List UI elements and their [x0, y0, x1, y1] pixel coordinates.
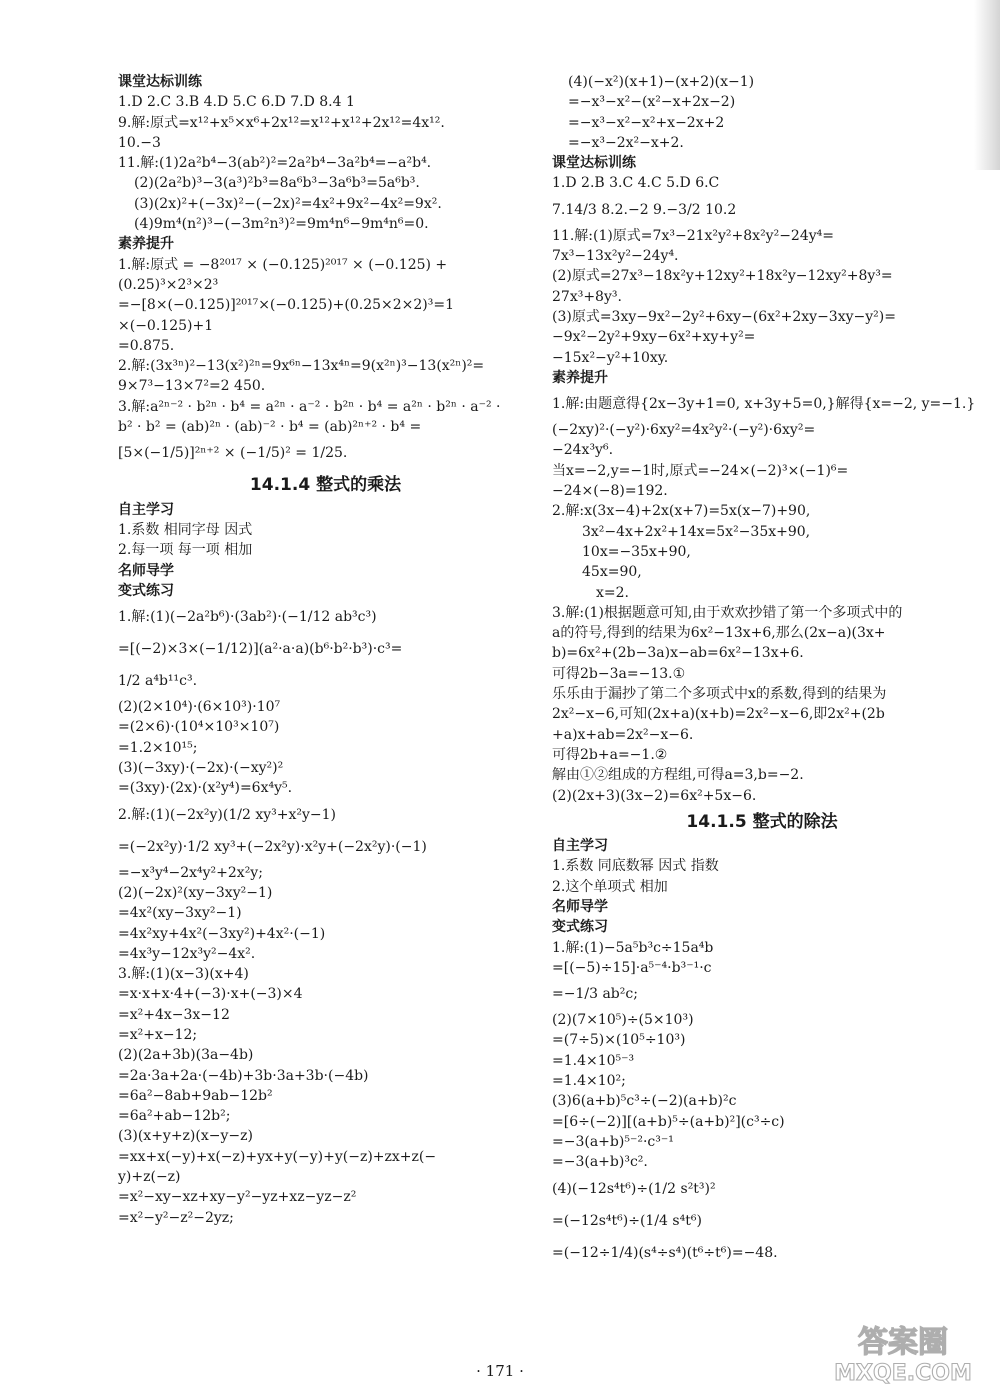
answer-line: =−3(a+b)⁵⁻²·c³⁻¹ — [552, 1133, 674, 1150]
answer-line: =x·x+x·4+(−3)·x+(−3)×4 — [118, 986, 303, 1003]
answer-line: =−3(a+b)³c². — [552, 1154, 648, 1171]
answer-line: 乐乐由于漏抄了第二个多项式中x的系数,得到的结果为 — [552, 686, 887, 703]
answer-line: =6a²−8ab+9ab−12b² — [118, 1087, 273, 1104]
answer-line: 45x=90, — [582, 564, 642, 581]
answer-line: =1.4×10⁵⁻³ — [552, 1052, 635, 1069]
section-heading: 变式练习 — [118, 582, 174, 599]
right-column — [552, 72, 976, 1269]
answer-line: −24×(−8)=192. — [552, 483, 668, 500]
answer-line: 1.解:由题意得{2x−3y+1=0, x+3y+5=0,}解得{x=−2, y=−1.} — [552, 396, 976, 413]
answer-line: −15x²−y²+10xy. — [552, 349, 669, 366]
answer-line: 1.解:(1)−5a⁵b³c÷15a⁴b — [552, 939, 714, 956]
answer-line: 27x³+8y³. — [552, 288, 622, 305]
answer-line: =(2×6)·(10⁴×10³×10⁷) — [118, 719, 280, 736]
section-heading: 素养提升 — [552, 369, 608, 386]
page-number: · 171 · — [476, 1362, 524, 1380]
answer-line: =1.4×10²; — [552, 1073, 626, 1090]
section-heading: 名师导学 — [118, 562, 174, 579]
answer-line: =x²−xy−xz+xy−y²−yz+xz−yz−z² — [118, 1189, 357, 1206]
answer-line: (2)(2a+3b)(3a−4b) — [118, 1047, 254, 1064]
answer-line: 3x²−4x+2x²+14x=5x²−35x+90, — [582, 523, 811, 540]
answer-line: 2.这个单项式 相加 — [552, 878, 668, 895]
watermark-url: MXQE.COM — [834, 1361, 972, 1386]
answer-line: =(−12s⁴t⁶)÷(1/4 s⁴t⁶) — [552, 1212, 702, 1229]
answer-line: 10.−3 — [118, 134, 161, 151]
answer-line: ×(−0.125)+1 — [118, 317, 214, 334]
answer-line: b² · b² = (ab)²ⁿ · (ab)⁻² · b⁴ = (ab)²ⁿ⁺² · b⁴ = — [118, 419, 422, 436]
section-heading: 课堂达标训练 — [118, 74, 202, 90]
section-heading: 自主学习 — [552, 838, 608, 855]
answer-line: =x²+4x−3x−12 — [118, 1006, 230, 1023]
answer-line: 1.D 2.C 3.B 4.D 5.C 6.D 7.D 8.4 1 — [118, 94, 355, 111]
answer-line: 11.解:(1)2a²b⁴−3(ab²)²=2a²b⁴−3a²b⁴=−a²b⁴. — [118, 155, 432, 172]
answer-line: =x²−y²−z²−2yz; — [118, 1209, 234, 1226]
answer-line: 3.解:(1)(x−3)(x+4) — [118, 966, 249, 983]
answer-line: 1/2 a⁴b¹¹c³. — [118, 673, 198, 690]
answer-line: 1.系数 同底数幂 因式 指数 — [552, 858, 719, 875]
answer-line: =(3xy)·(2x)·(x²y⁴)=6x⁴y⁵. — [118, 780, 293, 797]
answer-line: y)+z(−z) — [118, 1169, 181, 1186]
answer-line: (4)(−12s⁴t⁶)÷(1/2 s²t³)² — [552, 1180, 716, 1197]
answer-line: 当x=−2,y=−1时,原式=−24×(−2)³×(−1)⁶= — [552, 462, 849, 479]
answer-line: 3.解:(1)根据题意可知,由于欢欢抄错了第一个多项式中的 — [552, 604, 903, 621]
answer-line: 可得2b−3a=−13.① — [552, 665, 686, 682]
answer-line: (2)(7×10⁵)÷(5×10³) — [552, 1012, 694, 1029]
answer-line: =4x³y−12x³y²−4x². — [118, 945, 256, 962]
answer-line: =−x³−x²−x²+x−2x+2 — [568, 114, 725, 131]
answer-line: =2a·3a+2a·(−4b)+3b·3a+3b·(−4b) — [118, 1067, 369, 1084]
answer-line: 可得2b+a=−1.② — [552, 746, 668, 763]
answer-line: (3)(2x)²+(−3x)²−(−2x)²=4x²+9x²−4x²=9x². — [134, 195, 442, 212]
answer-line: (3)(−3xy)·(−2x)·(−xy²)² — [118, 760, 284, 777]
answer-line: =x²+x−12; — [118, 1026, 198, 1043]
answer-line: (2)(2a²b)³−3(a³)²b³=8a⁶b³−3a⁶b³=5a⁶b³. — [134, 175, 420, 192]
answer-line: (2)(2x+3)(3x−2)=6x²+5x−6. — [552, 787, 757, 804]
answer-line: 解由①②组成的方程组,可得a=3,b=−2. — [552, 767, 804, 784]
answer-line: −9x²−2y²+9xy−6x²+xy+y²= — [552, 329, 756, 346]
answer-line: 1.系数 相同字母 因式 — [118, 521, 253, 538]
answer-line: +a)x+ab=2x²−x−6. — [552, 726, 694, 743]
chapter-title: 14.1.5 整式的除法 — [686, 811, 838, 832]
answer-line: 1.D 2.B 3.C 4.C 5.D 6.C — [552, 175, 720, 192]
answer-line: =4x²(xy−3xy²−1) — [118, 905, 242, 922]
answer-line: =−[8×(−0.125)]²⁰¹⁷×(−0.125)+(0.25×2×2)³=1 — [118, 297, 455, 314]
answer-line: 7.14/3 8.2.−2 9.−3/2 10.2 — [552, 201, 737, 218]
answer-line: x=2. — [596, 584, 629, 601]
answer-line: [5×(−1/5)]²ⁿ⁺² × (−1/5)² = 1/25. — [118, 445, 348, 462]
answer-line: (2)(2×10⁴)·(6×10³)·10⁷ — [118, 699, 281, 716]
answer-line: =(−12÷1/4)(s⁴÷s⁴)(t⁶÷t⁶)=−48. — [552, 1244, 778, 1261]
answer-line: =xx+x(−y)+x(−z)+yx+y(−y)+y(−z)+zx+z(− — [118, 1148, 437, 1165]
answer-line: a的符号,得到的结果为6x²−13x+6,那么(2x−a)(3x+ — [552, 625, 886, 642]
answer-line: 3.解:a²ⁿ⁻² · b²ⁿ · b⁴ = a²ⁿ · a⁻² · b²ⁿ · b⁴ = a²ⁿ · b²ⁿ · a⁻² · — [118, 398, 501, 415]
answer-line: 11.解:(1)原式=7x³−21x²y²+8x²y²−24y⁴= — [552, 227, 834, 244]
answer-line: (2)原式=27x³−18x²y+12xy²+18x²y−12xy²+8y³= — [552, 268, 893, 285]
answer-line: 7x³−13x²y²−24y⁴. — [552, 248, 679, 265]
section-heading: 变式练习 — [552, 919, 608, 936]
answer-line: =−x³−2x²−x+2. — [568, 134, 684, 151]
answer-line: (3)6(a+b)⁵c³÷(−2)(a+b)²c — [552, 1093, 737, 1110]
answer-line: =(−2x²y)·1/2 xy³+(−2x²y)·x²y+(−2x²y)·(−1) — [118, 838, 427, 855]
answer-line: (2)(−2x)²(xy−3xy²−1) — [118, 884, 273, 901]
answer-line: b)=6x²+(2b−3a)x−ab=6x²−13x+6. — [552, 645, 804, 662]
answer-line: =1.2×10¹⁵; — [118, 739, 198, 756]
answer-line: =(7÷5)×(10⁵÷10³) — [552, 1032, 686, 1049]
answer-line: (3)原式=3xy−9x²−2y²+6xy−(6x²+2xy−3xy−y²)= — [552, 308, 896, 325]
answer-line: =[(−5)÷15]·a⁵⁻⁴·b³⁻¹·c — [552, 959, 712, 976]
answer-line: =[6÷(−2)][(a+b)⁵÷(a+b)²](c³÷c) — [552, 1113, 785, 1130]
section-heading: 名师导学 — [552, 898, 608, 915]
answer-line: 2x²−x−6,可知(2x+a)(x+b)=2x²−x−6,即2x²+(2b — [552, 706, 885, 723]
answer-line: 1.解:(1)(−2a²b⁶)·(3ab²)·(−1/12 ab³c³) — [118, 609, 377, 626]
answer-line: =4x²xy+4x²(−3xy²)+4x²·(−1) — [118, 925, 326, 942]
section-heading: 素养提升 — [118, 236, 174, 253]
answer-line: (0.25)³×2³×2³ — [118, 276, 219, 293]
answer-line: 2.解:x(3x−4)+2x(x+7)=5x(x−7)+90, — [552, 503, 811, 520]
section-heading: 课堂达标训练 — [552, 155, 636, 172]
answer-line: =−x³y⁴−2x⁴y²+2x²y; — [118, 864, 263, 881]
watermark-logo — [828, 1318, 978, 1388]
scan-edge-shadow — [974, 0, 1000, 170]
section-heading: 自主学习 — [118, 501, 174, 518]
answer-line: (4)(−x²)(x+1)−(x+2)(x−1) — [568, 74, 755, 90]
answer-line: =6a²+ab−12b²; — [118, 1108, 231, 1125]
answer-line: 2.解:(3x³ⁿ)²−13(x²)²ⁿ=9x⁶ⁿ−13x⁴ⁿ=9(x²ⁿ)³−13(x²ⁿ)²= — [118, 358, 485, 375]
answer-line: −24x³y⁶. — [552, 442, 614, 459]
answer-line: =−1/3 ab²c; — [552, 986, 638, 1003]
answer-line: (4)9m⁴(n²)³−(−3m²n³)²=9m⁴n⁶−9m⁴n⁶=0. — [134, 216, 429, 233]
answer-line: (3)(x+y+z)(x−y−z) — [118, 1128, 253, 1145]
left-column — [118, 72, 533, 1228]
answer-line: 9×7³−13×7²=2 450. — [118, 378, 266, 395]
answer-line: =[(−2)×3×(−1/12)](a²·a·a)(b⁶·b²·b³)·c³= — [118, 641, 403, 658]
answer-line: 10x=−35x+90, — [582, 543, 691, 560]
answer-line: =−x³−x²−(x²−x+2x−2) — [568, 94, 736, 111]
answer-line: (−2xy)²·(−y²)·6xy²=4x²y²·(−y²)·6xy²= — [552, 422, 816, 439]
watermark-title: 答案圈 — [858, 1325, 948, 1360]
answer-line: 9.解:原式=x¹²+x⁵×x⁶+2x¹²=x¹²+x¹²+2x¹²=4x¹². — [118, 114, 445, 131]
answer-line: 2.解:(1)(−2x²y)(1/2 xy³+x²y−1) — [118, 806, 336, 823]
answer-line: 1.解:原式 = −8²⁰¹⁷ × (−0.125)²⁰¹⁷ × (−0.125) + — [118, 256, 448, 273]
answer-line: =0.875. — [118, 337, 175, 354]
chapter-title: 14.1.4 整式的乘法 — [249, 475, 402, 496]
answer-line: 2.每一项 每一项 相加 — [118, 542, 253, 559]
